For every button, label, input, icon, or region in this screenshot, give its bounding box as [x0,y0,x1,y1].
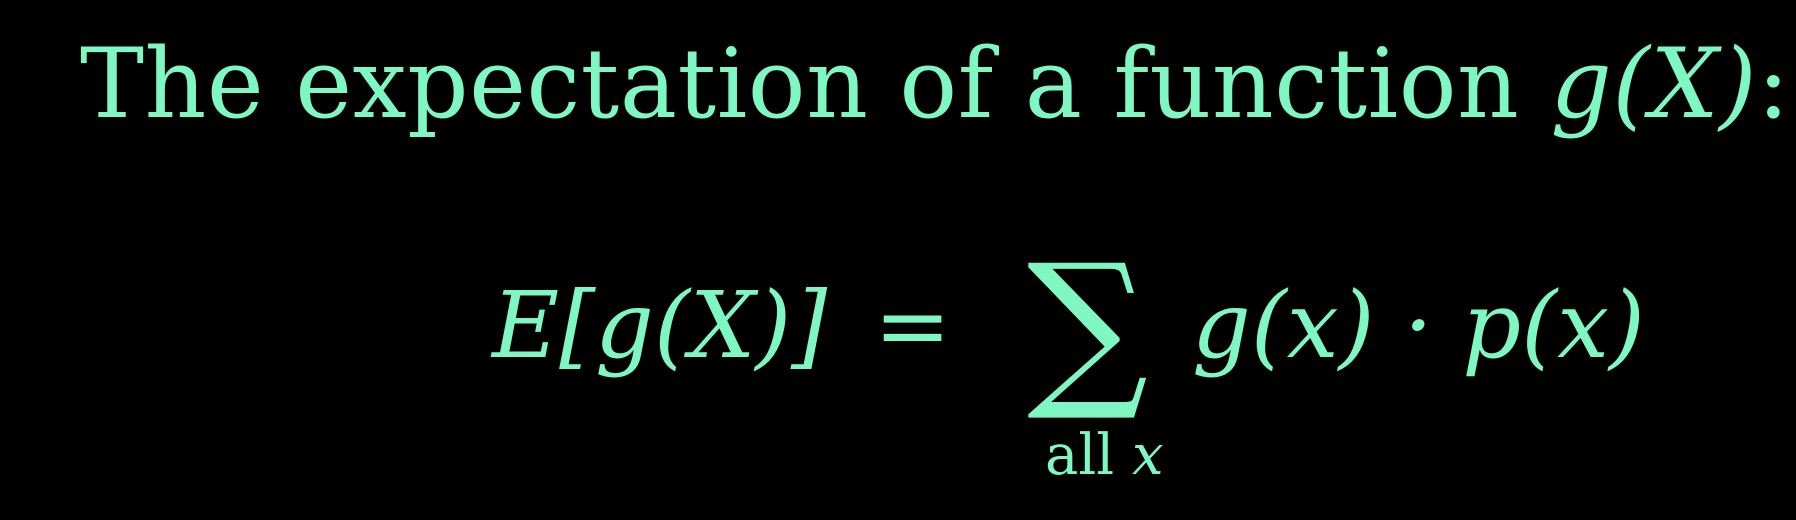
formula-rhs: g(x) · p(x) [1192,272,1645,379]
summation-subscript [1045,423,1164,488]
summation-symbol: ∑ [1027,228,1149,426]
formula-equals: = [874,272,952,379]
slide-title [80,28,1790,140]
formula-lhs: E[g(X)] [492,272,828,379]
title-function: g(X) [1550,28,1758,140]
expectation-formula [492,228,1742,488]
summation-subscript-word: all [1045,423,1115,488]
summation-subscript-var: x [1132,423,1164,488]
title-colon: : [1757,28,1790,140]
title-text: The expectation of a function [80,28,1551,140]
